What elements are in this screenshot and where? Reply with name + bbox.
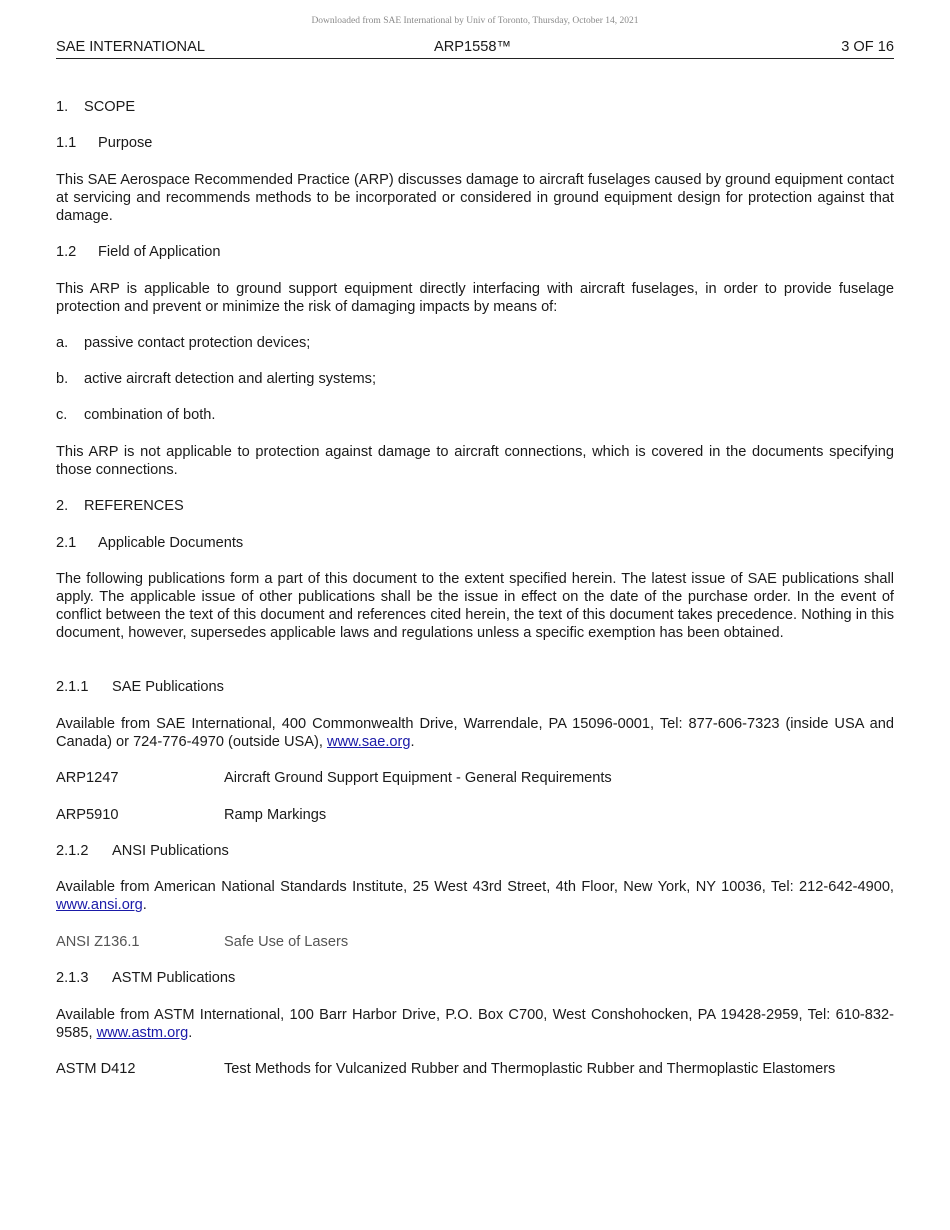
astm-period: . (188, 1025, 193, 1041)
purpose-paragraph: This SAE Aerospace Recommended Practice (ARP) discusses damage to aircraft fuselages caused by ground equipment contact at servicing and recommends methods to be incorporated or considered in ground equipment design for protection against that damage. (56, 172, 894, 224)
reference-title: Aircraft Ground Support Equipment - General Requirements (224, 770, 612, 786)
reference-code: ANSI Z136.1 (56, 934, 140, 950)
section-2-heading (56, 497, 894, 515)
reference-row (56, 806, 894, 824)
sae-website-link[interactable]: www.sae.org (326, 734, 411, 750)
section-2-1-heading (56, 534, 894, 552)
reference-code: ASTM D412 (56, 1061, 136, 1077)
section-title: SCOPE (84, 99, 136, 115)
sae-address-text: Available from SAE International, 400 Commonwealth Drive, Warrendale, PA 15096-0001, Tel: 877-606-7323 (inside USA and Canada) or 724-776-4970 (outside USA), (56, 716, 894, 750)
section-number: 2.1 (56, 535, 77, 551)
section-1-2-heading (56, 243, 894, 261)
reference-code: ARP1247 (56, 770, 119, 786)
not-applicable-paragraph: This ARP is not applicable to protection against damage to aircraft connections, which is covered in the documents specifying those connections. (56, 444, 894, 478)
section-number: 1.2 (56, 244, 77, 260)
ansi-website-link[interactable]: www.ansi.org (56, 897, 143, 913)
list-letter: c. (56, 407, 68, 423)
page-header (56, 39, 894, 59)
list-text: combination of both. (84, 407, 216, 423)
sae-availability-paragraph (56, 715, 894, 751)
list-item (56, 334, 894, 352)
section-number: 2. (56, 498, 69, 514)
reference-title: Test Methods for Vulcanized Rubber and Thermoplastic Rubber and Thermoplastic Elastomers (224, 1061, 836, 1077)
section-2-1-1-heading (56, 678, 894, 696)
download-watermark: Downloaded from SAE International by Univ of Toronto, Thursday, October 14, 2021 (311, 16, 639, 26)
section-1-1-heading (56, 134, 894, 152)
section-number: 2.1.3 (56, 970, 89, 986)
sae-period: . (410, 734, 415, 750)
astm-availability-paragraph (56, 1006, 894, 1042)
field-of-application-paragraph: This ARP is applicable to ground support equipment directly interfacing with aircraft fuselages, in order to provide fuselage protection and prevent or minimize the risk of damaging impacts by means of: (56, 281, 894, 315)
reference-code: ARP5910 (56, 807, 119, 823)
astm-website-link[interactable]: www.astm.org (96, 1025, 189, 1041)
section-2-1-2-heading (56, 842, 894, 860)
section-1-heading (56, 98, 894, 116)
section-title: Field of Application (98, 244, 221, 260)
section-number: 1. (56, 99, 69, 115)
section-number: 2.1.2 (56, 843, 89, 859)
reference-row (56, 769, 894, 787)
ansi-period: . (142, 897, 147, 913)
section-title: ANSI Publications (112, 843, 229, 859)
list-text: passive contact protection devices; (84, 335, 311, 351)
astm-address-text: Available from ASTM International, 100 Barr Harbor Drive, P.O. Box C700, West Conshohocken, PA 19428-2959, Tel: 610-832-9585, (56, 1007, 894, 1041)
reference-row (56, 933, 894, 951)
section-title: Purpose (98, 135, 153, 151)
list-text: active aircraft detection and alerting systems; (84, 371, 377, 387)
applicable-documents-paragraph: The following publications form a part of this document to the extent specified herein. The latest issue of SAE publications shall apply. The applicable issue of other publications shall be the issue in effect on the date of the purchase order. In the event of conflict between the text of this document and references cited herein, the text of this document takes precedence. Nothing in this document, however, supersedes applicable laws and regulations unless a specific exemption has been obtained. (56, 571, 894, 641)
reference-row (56, 1060, 894, 1078)
section-number: 2.1.1 (56, 679, 89, 695)
reference-title: Ramp Markings (224, 807, 327, 823)
section-2-1-3-heading (56, 969, 894, 987)
list-item (56, 370, 894, 388)
header-doc-number: ARP1558™ (434, 39, 512, 55)
ansi-availability-paragraph (56, 878, 894, 914)
section-title: SAE Publications (112, 679, 224, 695)
list-letter: b. (56, 371, 69, 387)
list-item (56, 406, 894, 424)
section-number: 1.1 (56, 135, 77, 151)
header-page-number: 3 OF 16 (841, 39, 894, 55)
list-letter: a. (56, 335, 69, 351)
section-title: ASTM Publications (112, 970, 236, 986)
header-org: SAE INTERNATIONAL (56, 39, 205, 55)
ansi-address-text: Available from American National Standards Institute, 25 West 43rd Street, 4th Floor, New York, NY 10036, Tel: 212-642-4900, (56, 879, 894, 895)
section-title: REFERENCES (84, 498, 184, 514)
section-title: Applicable Documents (98, 535, 244, 551)
reference-title: Safe Use of Lasers (224, 934, 349, 950)
